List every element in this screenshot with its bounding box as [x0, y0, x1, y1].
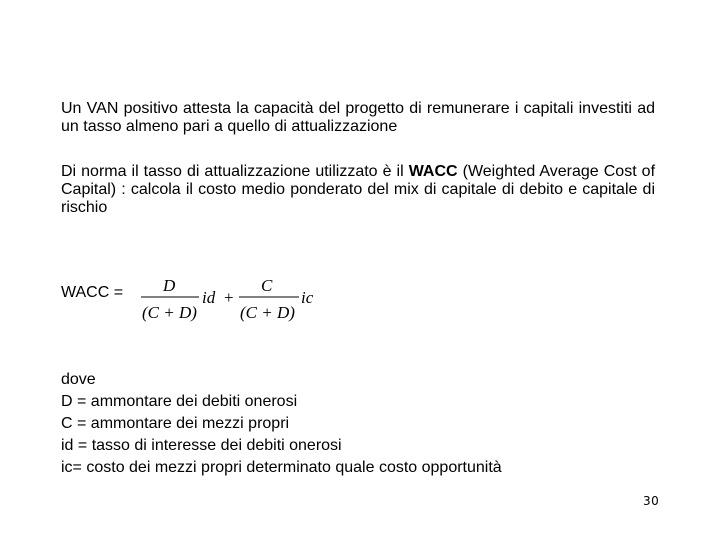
wacc-formula-block [61, 272, 361, 328]
term-ic: ic [301, 288, 314, 307]
fraction1-numerator: D [163, 276, 176, 295]
wacc-bold-term: WACC [408, 163, 458, 180]
paragraph-wacc-text-after: (Weighted Average Cost of Capital) : calcola il costo medio ponderato del mix di capitale di debito e capitale di rischio [61, 163, 656, 216]
definitions-list [61, 369, 502, 479]
fraction2-denominator: (C + D) [240, 303, 295, 322]
term-id: id [202, 288, 216, 307]
plus-sign: + [224, 288, 234, 307]
paragraph-wacc-text-before: Di norma il tasso di attualizzazione utilizzato è il [61, 163, 409, 180]
page-number: 30 [643, 494, 660, 508]
definition-c: C = ammontare dei mezzi propri [61, 415, 290, 432]
paragraph-wacc-definition [61, 163, 655, 217]
fraction2-numerator: C [261, 276, 273, 295]
definition-ic: ic= costo dei mezzi propri determinato quale costo opportunità [61, 459, 502, 476]
fraction1-denominator: (C + D) [142, 303, 197, 322]
definition-id: id = tasso di interesse dei debiti onerosi [61, 437, 342, 454]
paragraph-van-positivo: Un VAN positivo attesta la capacità del progetto di remunerare i capitali investiti ad un tasso almeno pari a quello di attualizzazione [61, 100, 655, 135]
definition-d: D = ammontare dei debiti onerosi [61, 393, 298, 410]
wacc-formula [139, 272, 339, 328]
definitions-intro: dove [61, 371, 96, 388]
wacc-label: WACC = [61, 284, 124, 301]
